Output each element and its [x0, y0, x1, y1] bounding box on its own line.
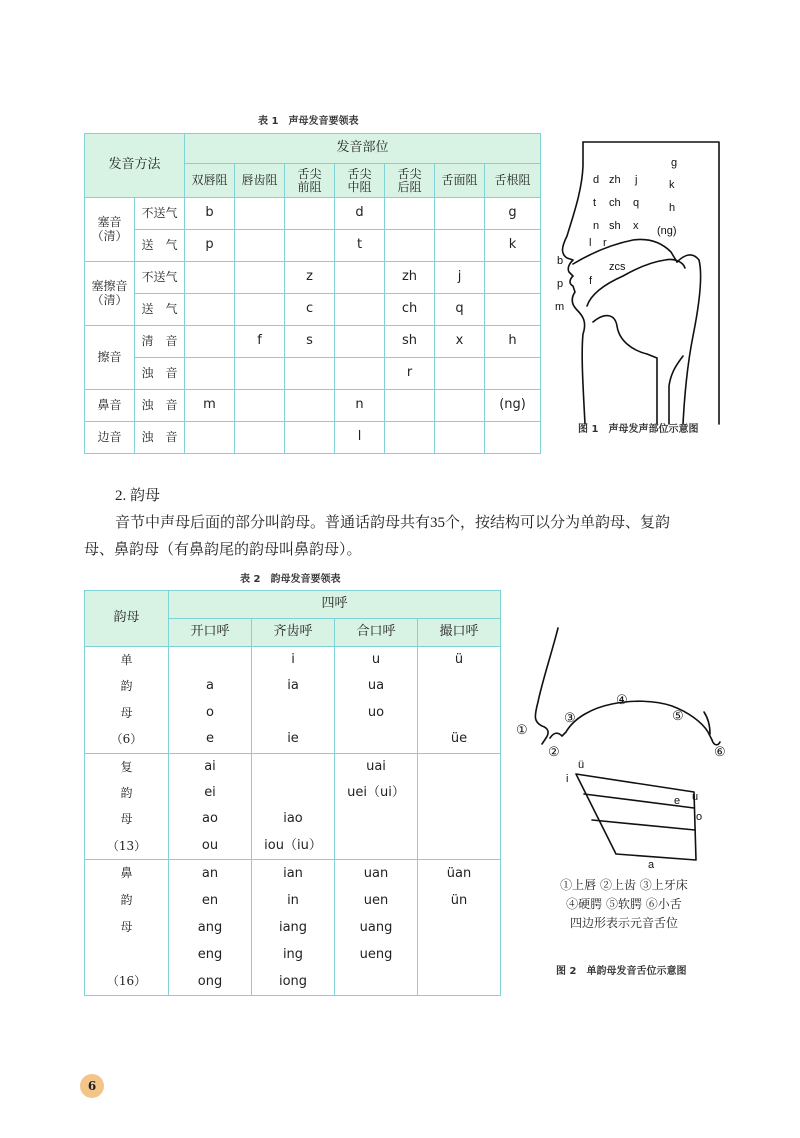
table2-group-compound: 复 韵 母 （13）	[85, 753, 169, 860]
fig1-label-q: q	[633, 197, 640, 209]
table1-cell: t	[335, 230, 385, 262]
table1-cell	[235, 230, 285, 262]
table1-cell: r	[385, 358, 435, 390]
table1-cell	[285, 390, 335, 422]
fig1-label-n: n	[593, 220, 600, 232]
fig1-label-ng: (ng)	[657, 225, 677, 237]
fig1-label-h: h	[669, 202, 676, 214]
fig2-marker-3: ③	[564, 711, 576, 726]
table1-cell	[185, 326, 235, 358]
table1-group: 鼻音	[85, 390, 135, 422]
fig1-label-p: p	[557, 278, 564, 290]
table2-col-kai: ai ei ao ou	[169, 753, 252, 860]
table1-caption: 表 1 声母发音要领表	[258, 116, 359, 127]
table1-cell	[235, 358, 285, 390]
table2-col-header: 合口呼	[335, 619, 418, 647]
fig1-label-sh: sh	[609, 220, 621, 232]
table1-cell: x	[435, 326, 485, 358]
table1-cell: s	[285, 326, 335, 358]
fig1-label-zh: zh	[609, 174, 621, 186]
fig1-label-zcs: zcs	[609, 261, 626, 273]
table1-cell	[485, 358, 541, 390]
table1-cell	[385, 198, 435, 230]
table1-group: 边音	[85, 422, 135, 454]
table2-col-he: uai uei（ui）	[335, 753, 418, 860]
table1-cell: k	[485, 230, 541, 262]
table1-place: 舌尖 中阻	[335, 164, 385, 198]
table1-sub: 清 音	[135, 326, 185, 358]
table1-cell	[435, 390, 485, 422]
fig2-vowel-i: i	[566, 773, 569, 785]
table2-col-qi: ian in iang ing iong	[252, 860, 335, 996]
table1-group: 塞音 （清）	[85, 198, 135, 262]
table2-col-kai: a o e	[169, 647, 252, 754]
table1-cell	[285, 198, 335, 230]
table2	[84, 590, 501, 996]
table1-place: 舌尖 前阻	[285, 164, 335, 198]
table2-col-kai: an en ang eng ong	[169, 860, 252, 996]
table1-cell	[235, 390, 285, 422]
table1-cell: p	[185, 230, 235, 262]
table2-header-four: 四呼	[169, 591, 501, 619]
table2-col-qi: iao iou（iu）	[252, 753, 335, 860]
fig2-marker-5: ⑤	[672, 709, 684, 724]
table2-col-header: 开口呼	[169, 619, 252, 647]
fig2-marker-4: ④	[616, 693, 628, 708]
table2-col-header: 撮口呼	[418, 619, 501, 647]
table1-cell	[285, 230, 335, 262]
table1-cell: m	[185, 390, 235, 422]
table1-header-method: 发音方法	[85, 134, 185, 198]
fig2-legend-line: ①上唇 ②上齿 ③上牙床	[560, 878, 688, 892]
table1-sub: 浊 音	[135, 390, 185, 422]
fig1-label-k: k	[669, 179, 675, 191]
table1-cell	[285, 358, 335, 390]
table1-cell: f	[235, 326, 285, 358]
table1-sub: 送 气	[135, 294, 185, 326]
table1-cell	[285, 422, 335, 454]
table1-cell	[335, 326, 385, 358]
table1-header-place: 发音部位	[185, 134, 541, 164]
fig1-label-r: r	[603, 237, 607, 249]
fig1-label-l: l	[589, 237, 592, 249]
table1-cell: d	[335, 198, 385, 230]
table2-col-he: u ua uo	[335, 647, 418, 754]
table1-cell	[335, 294, 385, 326]
table2-caption: 表 2 韵母发音要领表	[240, 574, 341, 585]
fig2-vowel-a: a	[648, 859, 655, 871]
table1-cell: j	[435, 262, 485, 294]
table1-cell	[235, 262, 285, 294]
table1-sub: 不送气	[135, 262, 185, 294]
fig2-vowel-e: e	[674, 795, 681, 807]
table2-group-nasal: 鼻 韵 母 （16）	[85, 860, 169, 996]
figure2-caption: 图 2 单韵母发音舌位示意图	[556, 966, 687, 977]
table1-cell	[335, 262, 385, 294]
table1-cell: (ng)	[485, 390, 541, 422]
table1-group: 擦音	[85, 326, 135, 390]
fig2-marker-2: ②	[548, 745, 560, 760]
table1-cell: l	[335, 422, 385, 454]
fig1-label-b: b	[557, 255, 564, 267]
table1-cell	[385, 422, 435, 454]
table1-place: 舌根阻	[485, 164, 541, 198]
fig2-vowel-u-umlaut: ü	[578, 759, 585, 771]
table1-cell	[185, 422, 235, 454]
table2-col-cuo: üan ün	[418, 860, 501, 996]
table1-group: 塞擦音 （清）	[85, 262, 135, 326]
table1-cell: zh	[385, 262, 435, 294]
fig1-label-f: f	[589, 275, 593, 287]
paragraph-line-1: 音节中声母后面的部分叫韵母。普通话韵母共有35个，按结构可以分为单韵母、复韵	[115, 515, 671, 531]
fig1-label-ch: ch	[609, 197, 621, 209]
fig1-label-x: x	[633, 220, 639, 232]
fig2-legend-line: 四边形表示元音舌位	[569, 916, 678, 930]
fig1-label-m: m	[555, 301, 565, 313]
table1-cell	[235, 422, 285, 454]
table1-cell: sh	[385, 326, 435, 358]
table2-col-qi: i ia ie	[252, 647, 335, 754]
table1-cell	[235, 294, 285, 326]
table1-cell: n	[335, 390, 385, 422]
table1	[84, 133, 541, 454]
fig2-marker-1: ①	[516, 723, 528, 738]
table1-sub: 浊 音	[135, 358, 185, 390]
table1-cell: z	[285, 262, 335, 294]
table1-cell: ch	[385, 294, 435, 326]
fig2-marker-6: ⑥	[714, 745, 726, 760]
table1-place: 双唇阻	[185, 164, 235, 198]
table1-cell	[435, 358, 485, 390]
table1-cell	[485, 294, 541, 326]
fig1-label-j: j	[635, 174, 638, 186]
table2-col-cuo: ü üe	[418, 647, 501, 754]
table1-cell	[185, 294, 235, 326]
table1-cell	[185, 358, 235, 390]
table1-cell	[335, 358, 385, 390]
page-number: 6	[80, 1074, 104, 1098]
table1-cell	[235, 198, 285, 230]
table1-cell	[485, 262, 541, 294]
table1-cell: g	[485, 198, 541, 230]
fig2-vowel-o: o	[696, 811, 703, 823]
table1-cell	[435, 422, 485, 454]
table1-sub: 送 气	[135, 230, 185, 262]
table1-cell	[435, 198, 485, 230]
fig1-label-g: g	[671, 157, 678, 169]
table1-place: 舌尖 后阻	[385, 164, 435, 198]
table2-col-header: 齐齿呼	[252, 619, 335, 647]
table1-cell: b	[185, 198, 235, 230]
table2-group-single: 单 韵 母 （6）	[85, 647, 169, 754]
fig1-label-t: t	[593, 197, 597, 209]
fig2-legend-line: ④硬腭 ⑤软腭 ⑥小舌	[566, 897, 682, 911]
table1-cell	[485, 422, 541, 454]
table1-cell: c	[285, 294, 335, 326]
figure2-diagram	[512, 622, 736, 872]
paragraph-line-2: 母、鼻韵母（有鼻韵尾的韵母叫鼻韵母）。	[84, 542, 362, 558]
table2-col-cuo	[418, 753, 501, 860]
table1-cell	[385, 390, 435, 422]
table1-place: 舌面阻	[435, 164, 485, 198]
table1-place: 唇齿阻	[235, 164, 285, 198]
section-heading: 2. 韵母	[115, 488, 161, 504]
table1-sub: 不送气	[135, 198, 185, 230]
table1-cell	[385, 230, 435, 262]
table1-sub: 浊 音	[135, 422, 185, 454]
table2-col-he: uan uen uang ueng	[335, 860, 418, 996]
table1-cell	[185, 262, 235, 294]
fig2-vowel-u: u	[692, 791, 699, 803]
table1-cell: h	[485, 326, 541, 358]
table1-cell: q	[435, 294, 485, 326]
table2-header-final: 韵母	[85, 591, 169, 647]
figure2-legend	[540, 876, 708, 933]
fig1-label-d: d	[593, 174, 600, 186]
figure1-diagram	[553, 136, 728, 426]
table1-cell	[435, 230, 485, 262]
figure1-caption: 图 1 声母发声部位示意图	[578, 424, 699, 435]
